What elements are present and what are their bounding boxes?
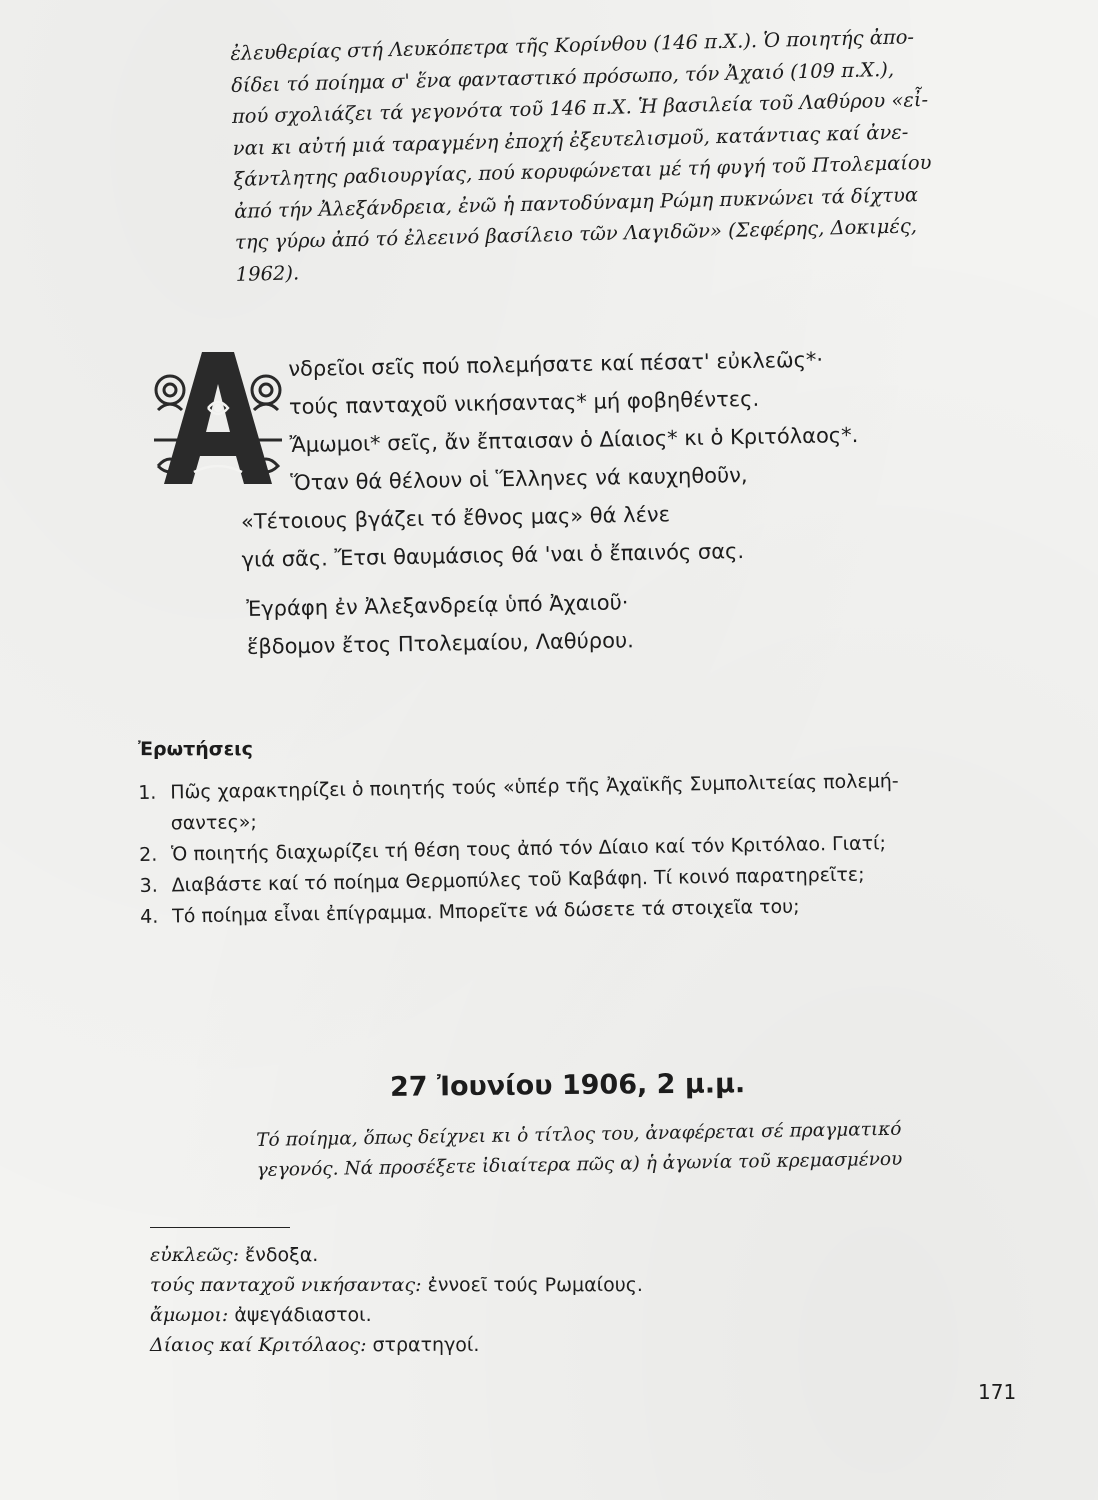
question-number: 3.: [139, 874, 159, 897]
footnote-term: ἄμωμοι:: [150, 1304, 229, 1326]
footnote: [150, 1300, 643, 1330]
intro-line: ναι κι αὐτή μιά ταραγμένη ἐποχή ἐξευτελισμοῦ, κατάντιας καί ἀνε-: [232, 119, 909, 160]
next-poem-title: 27 Ἰουνίου 1906, 2 μ.μ.: [389, 1068, 746, 1103]
ornamental-dropcap-a: [148, 348, 288, 488]
poem-lines: [240, 340, 861, 578]
intro-line: της γύρω ἀπό τό ἐλεεινό βασίλειο τῶν Λαγιδῶν» (Σεφέρης, Δοκιμές,: [234, 214, 918, 254]
question-number: 4.: [140, 905, 159, 928]
dropcap-letter-icon: [164, 352, 272, 484]
footnote: [150, 1270, 643, 1300]
intro-line: ἀπό τήν Ἀλεξάνδρεια, ἐνῶ ἡ παντοδύναμη Ρώμη πυκνώνει τά δίχτυα: [233, 182, 919, 223]
next-poem-intro-line: Τό ποίημα, ὅπως δείχνει κι ὁ τίτλος του, ἀναφέρεται σέ πραγματικό: [256, 1118, 902, 1151]
intro-line: 1962).: [235, 260, 300, 286]
footnote-gloss: στρατηγοί.: [372, 1334, 480, 1356]
question-text: Διαβάστε καί τό ποίημα Θερμοπύλες τοῦ Καβάφη. Τί κοινό παρατηρεῖτε;: [171, 863, 865, 897]
question-text: Ὁ ποιητής διαχωρίζει τή θέση τους ἀπό τόν Δίαιο καί τόν Κριτόλαο. Γιατί;: [171, 832, 887, 866]
question-text: Πῶς χαρακτηρίζει ὁ ποιητής τούς «ὑπέρ τῆς Ἀχαϊκῆς Συμπολιτείας πολεμή-: [170, 770, 899, 804]
footnote-gloss: ἀψεγάδιαστοι.: [234, 1304, 372, 1326]
footnote: [150, 1240, 643, 1270]
poem-signature: [246, 583, 634, 666]
footnote-term: Δίαιος καί Κριτόλαος:: [150, 1334, 367, 1356]
footnote-divider: [150, 1227, 290, 1228]
question-number: 2.: [139, 843, 158, 866]
poem-line: τούς πανταχοῦ νικήσαντας* μή φοβηθέντες.: [288, 386, 760, 419]
page-number: 171: [978, 1380, 1017, 1404]
footnote-term: τούς πανταχοῦ νικήσαντας:: [150, 1274, 422, 1296]
intro-line: δίδει τό ποίημα σ' ἕνα φανταστικό πρόσωπο, τόν Ἀχαιό (109 π.Χ.),: [230, 57, 895, 97]
poem-line: γιά σᾶς. Ἔτσι θαυμάσιος θά 'ναι ὁ ἔπαινός σας.: [241, 539, 745, 572]
poem-line: Ὅταν θά θέλουν οἱ Ἕλληνες νά καυχηθοῦν,: [290, 462, 748, 495]
poem-line: νδρεῖοι σεῖς πού πολεμήσατε καί πέσατ' εὐκλεῶς*·: [288, 347, 824, 381]
question-text: Τό ποίημα εἶναι ἐπίγραμμα. Μπορεῖτε νά δώσετε τά στοιχεῖα του;: [172, 895, 800, 928]
intro-line: ξάντλητης ραδιουργίας, πού κορυφώνεται μέ τή φυγή τοῦ Πτολεμαίου: [233, 150, 932, 191]
next-poem-intro-line: γεγονός. Νά προσέξετε ἰδιαίτερα πῶς α) ἡ ἀγωνία τοῦ κρεμασμένου: [256, 1148, 903, 1181]
questions-list: [138, 764, 1020, 933]
footnote-term: εὐκλεῶς:: [150, 1244, 239, 1266]
poem-line: Ἄμωμοι* σεῖς, ἄν ἔπταισαν ὁ Δίαιος* κι ὁ Κριτόλαος*.: [289, 423, 859, 457]
footnotes: [150, 1240, 643, 1360]
intro-line: πού σχολιάζει τά γεγονότα τοῦ 146 π.Χ. Ἡ βασιλεία τοῦ Λαθύρου «εἶ-: [231, 87, 929, 128]
questions-heading: Ἐρωτήσεις: [138, 738, 253, 760]
next-poem-intro: [256, 1113, 1017, 1186]
question-number: 1.: [138, 781, 157, 804]
signature-line: Ἐγράφη ἐν Ἀλεξανδρείᾳ ὑπό Ἀχαιοῦ·: [246, 590, 629, 621]
question-continuation: σαντες»;: [170, 811, 257, 835]
footnote-gloss: ἐννοεῖ τούς Ρωμαίους.: [427, 1274, 643, 1296]
signature-line: ἕβδομον ἔτος Πτολεμαίου, Λαθύρου.: [246, 628, 634, 659]
intro-line: ἐλευθερίας στή Λευκόπετρα τῆς Κορίνθου (146 π.Χ.). Ὁ ποιητής ἀπο-: [230, 25, 915, 65]
poem-line: «Τέτοιους βγάζει τό ἔθνος μας» θά λένε: [240, 502, 671, 534]
footnote: [150, 1330, 643, 1360]
intro-paragraph: [230, 19, 1016, 290]
footnote-gloss: ἔνδοξα.: [245, 1244, 319, 1266]
